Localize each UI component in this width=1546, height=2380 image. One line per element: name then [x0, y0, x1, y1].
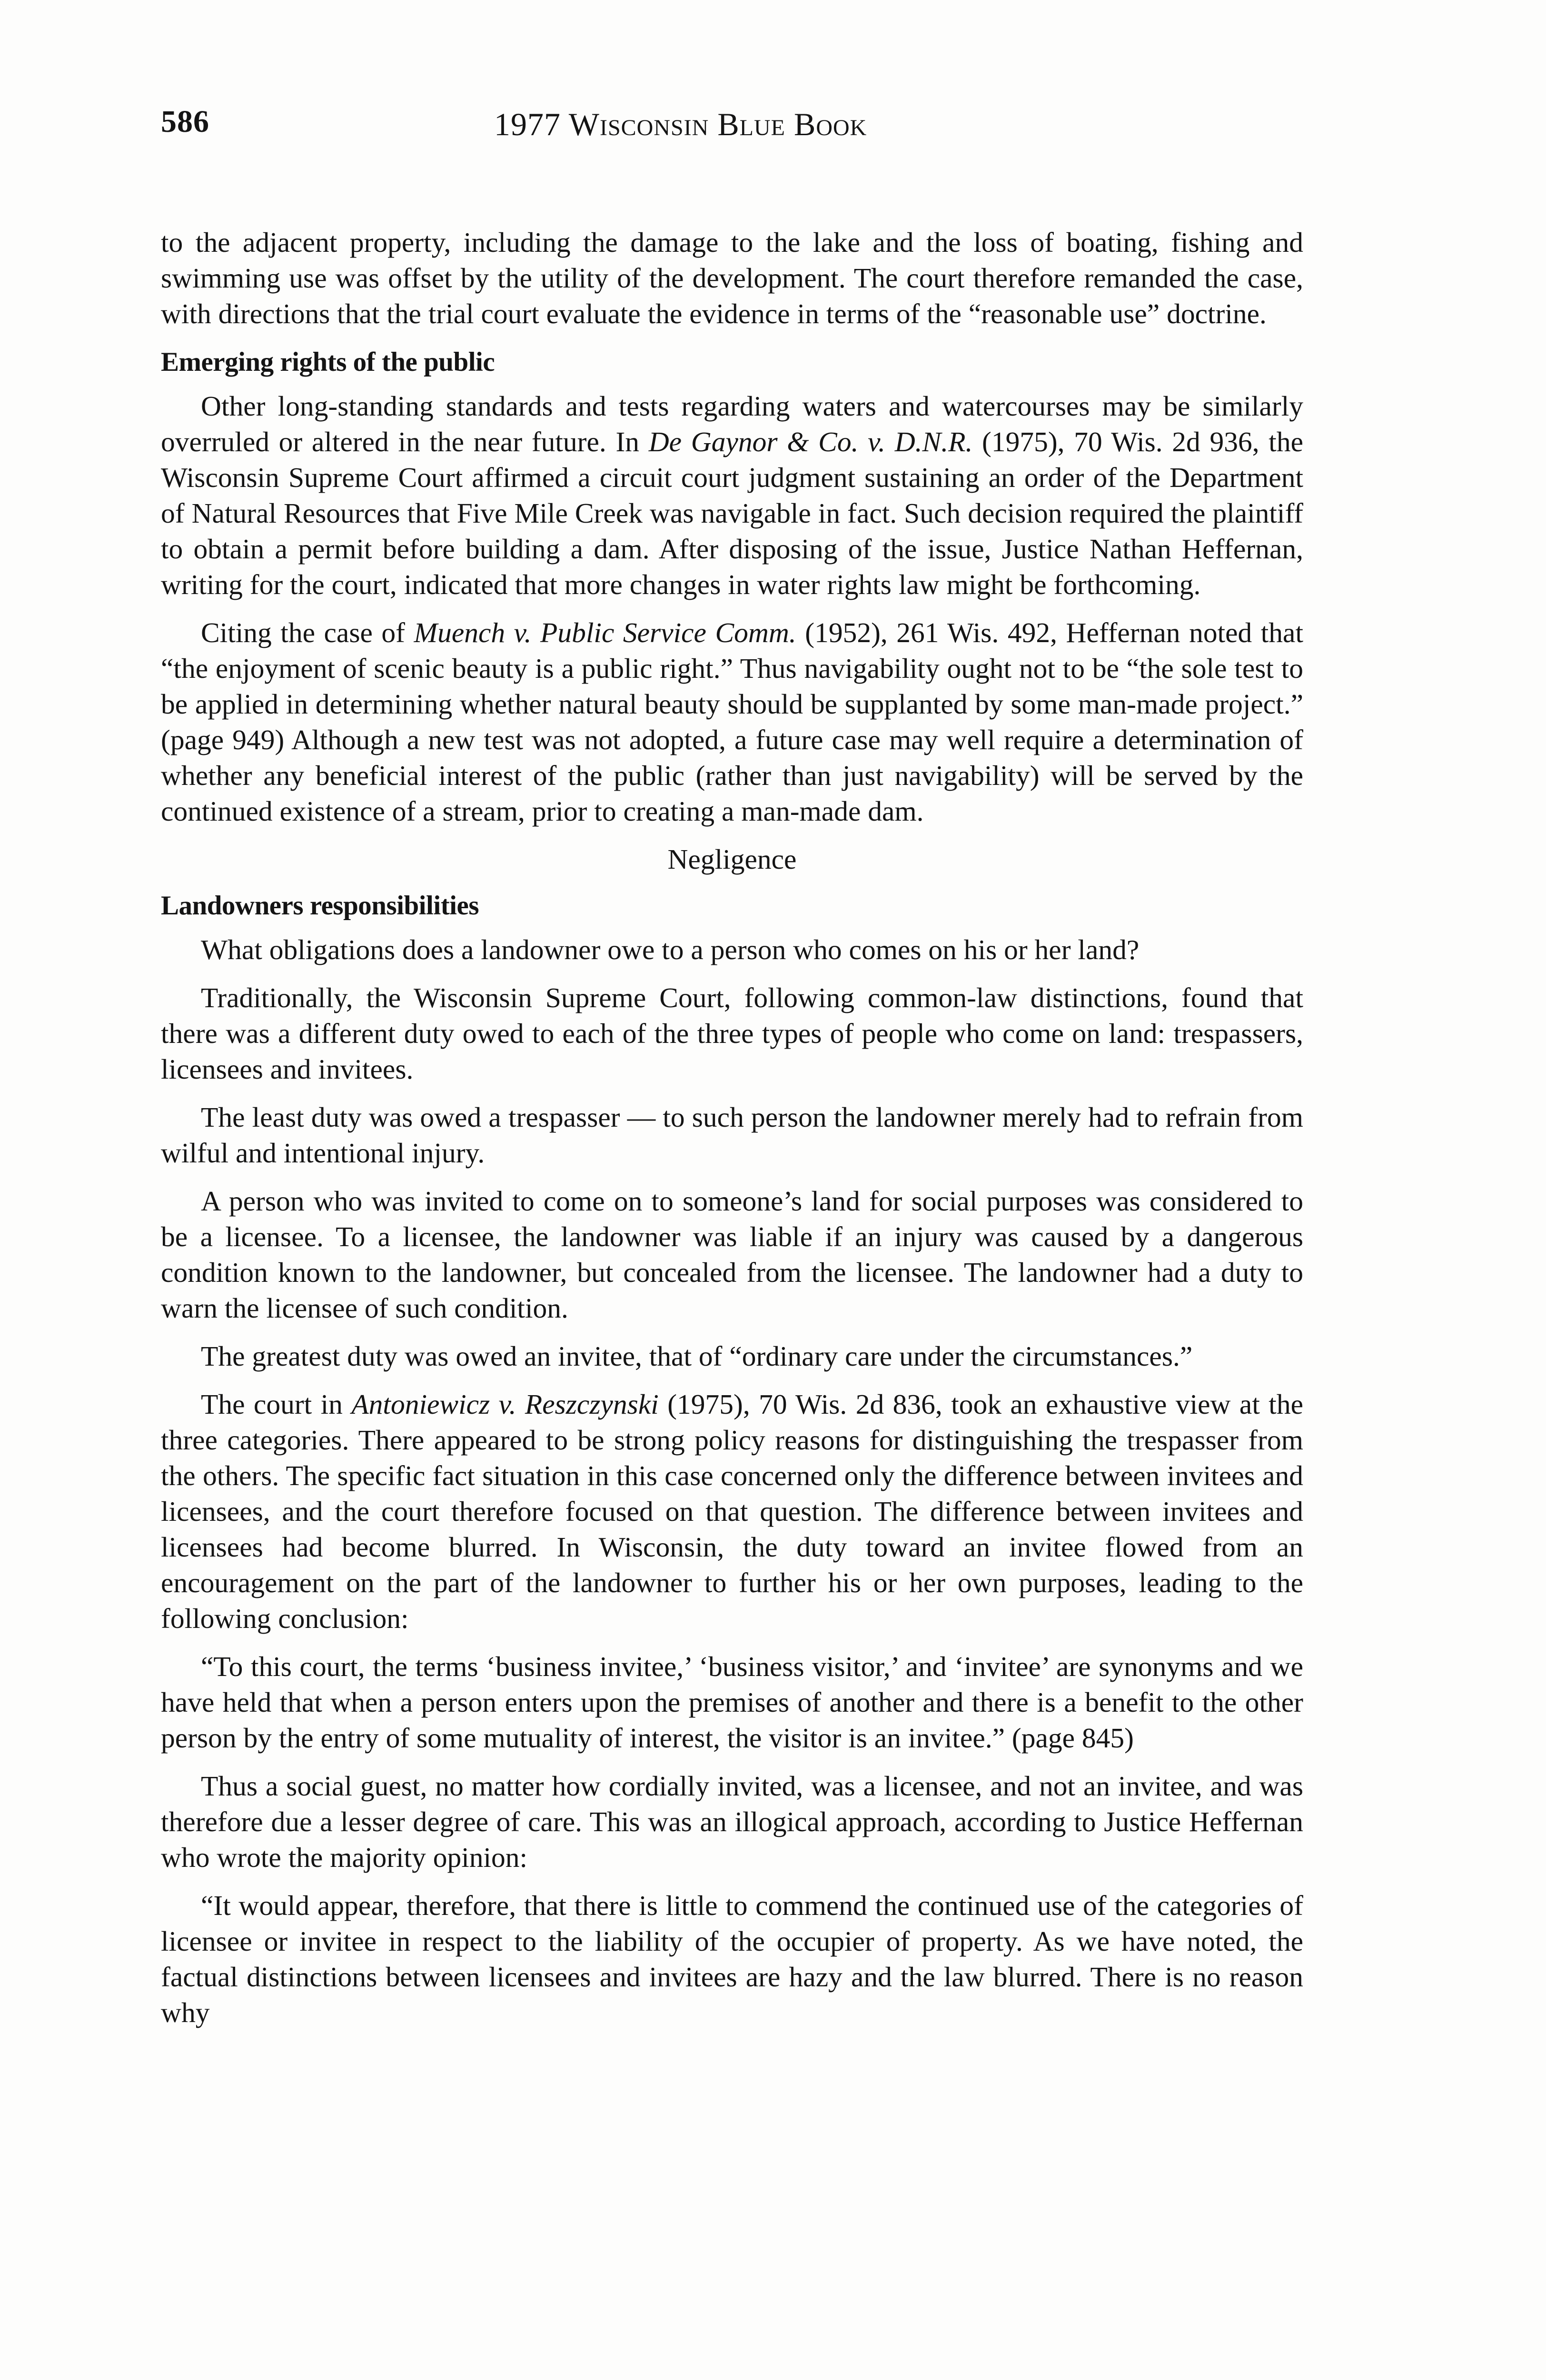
paragraph-text: (1975), 70 Wis. 2d 836, took an exhaustive view at the three categories. There appeared to be strong policy reasons for distinguishing the trespasser from the others. The specific fact situation in this case concerned only the difference between invitees and licensees, and the court therefore focused on that question. The difference between invitees and licensees had become blurred. In Wisconsin, the duty toward an invitee flowed from an encouragement on the part of the landowner to further his or her own purposes, leading to the following conclusion:: [161, 1388, 1303, 1634]
paragraph-text: (1975), 70 Wis. 2d 936, the Wisconsin Supreme Court affirmed a circuit court judgment sustaining an order of the Department of Natural Resources that Five Mile Creek was navigable in fact. Such decision required the plaintiff to obtain a permit before building a dam. After disposing of the issue, Justice Nathan Heffernan, writing for the court, indicated that more changes in water rights law might be forthcoming.: [161, 426, 1303, 600]
paragraph-invitee: The greatest duty was owed an invitee, that of “ordinary care under the circumstances.”: [201, 1340, 1193, 1372]
paragraph-continuation: to the adjacent property, including the damage to the lake and the loss of boating, fishing and swimming use was offset by the utility of the development. The court therefore remanded the case, with directions that the trial court evaluate the evidence in terms of the “reasonable use” doctrine.: [161, 227, 1303, 329]
running-title: 1977 Wisconsin Blue Book: [494, 106, 867, 142]
paragraph-traditionally: Traditionally, the Wisconsin Supreme Court, following common-law distinctions, found that there was a different duty owed to each of the three types of people who come on land: trespassers, licensees and invitees.: [161, 982, 1303, 1085]
page-header: [161, 104, 1303, 156]
paragraph-trespasser: The least duty was owed a trespasser — to such person the landowner merely had to refrain from wilful and intentional injury.: [161, 1101, 1303, 1169]
paragraph-licensee: A person who was invited to come on to someone’s land for social purposes was considered to be a licensee. To a licensee, the landowner was liable if an injury was caused by a dangerous condition known to the landowner, but concealed from the licensee. The landowner had a duty to warn the licensee of such condition.: [161, 1185, 1303, 1324]
block-quote-heffernan-opinion: “It would appear, therefore, that there is little to commend the continued use of the categories of licensee or invitee in respect to the liability of the occupier of property. As we have noted, the factual distinctions between licensees and invitees are hazy and the law blurred. There is no reason why: [161, 1890, 1303, 2028]
paragraph-antoniewicz: [161, 1387, 1303, 1636]
paragraph-text: Other long-standing standards and tests regarding waters and watercourses may be similarly overruled or altered in the near future. In: [161, 390, 1303, 457]
paragraph-social-guest: Thus a social guest, no matter how cordially invited, was a licensee, and not an invitee, and was therefore due a lesser degree of care. This was an illogical approach, according to Justice Heffernan who wrote the majority opinion:: [161, 1770, 1303, 1873]
paragraph-de-gaynor: [161, 388, 1303, 603]
paragraph-text: The court in: [201, 1388, 352, 1420]
section-heading-landowners: Landowners responsibilities: [161, 891, 479, 921]
paragraph-text: Citing the case of: [201, 617, 414, 648]
paragraph-obligations-question: What obligations does a landowner owe to a person who comes on his or her land?: [201, 934, 1140, 965]
paragraph-text: (1952), 261 Wis. 492, Heffernan noted that “the enjoyment of scenic beauty is a public right.” Thus navigability ought not to be “the sole test to be applied in determining whether natural beauty should be supplanted by some man-made project.” (page 949) Although a new test was not adopted, a future case may well require a determination of whether any beneficial interest of the public (rather than just navigability) will be served by the continued existence of a stream, prior to creating a man-made dam.: [161, 617, 1303, 827]
case-citation: Antoniewicz v. Reszczynski: [351, 1388, 659, 1420]
section-heading-emerging-rights: Emerging rights of the public: [161, 347, 495, 377]
block-quote-invitee-definition: “To this court, the terms ‘business invitee,’ ‘business visitor,’ and ‘invitee’ are synonyms and we have held that when a person enters upon the premises of another and there is a benefit to the other person by the entry of some mutuality of interest, the visitor is an invitee.” (page 845): [161, 1651, 1303, 1754]
centered-heading-negligence: Negligence: [667, 843, 797, 875]
paragraph-muench: [161, 615, 1303, 829]
case-citation: Muench v. Public Service Comm.: [414, 617, 796, 648]
page-number: 586: [161, 104, 209, 139]
body-text: [161, 225, 1303, 2043]
case-citation: De Gaynor & Co. v. D.N.R.: [648, 426, 973, 457]
